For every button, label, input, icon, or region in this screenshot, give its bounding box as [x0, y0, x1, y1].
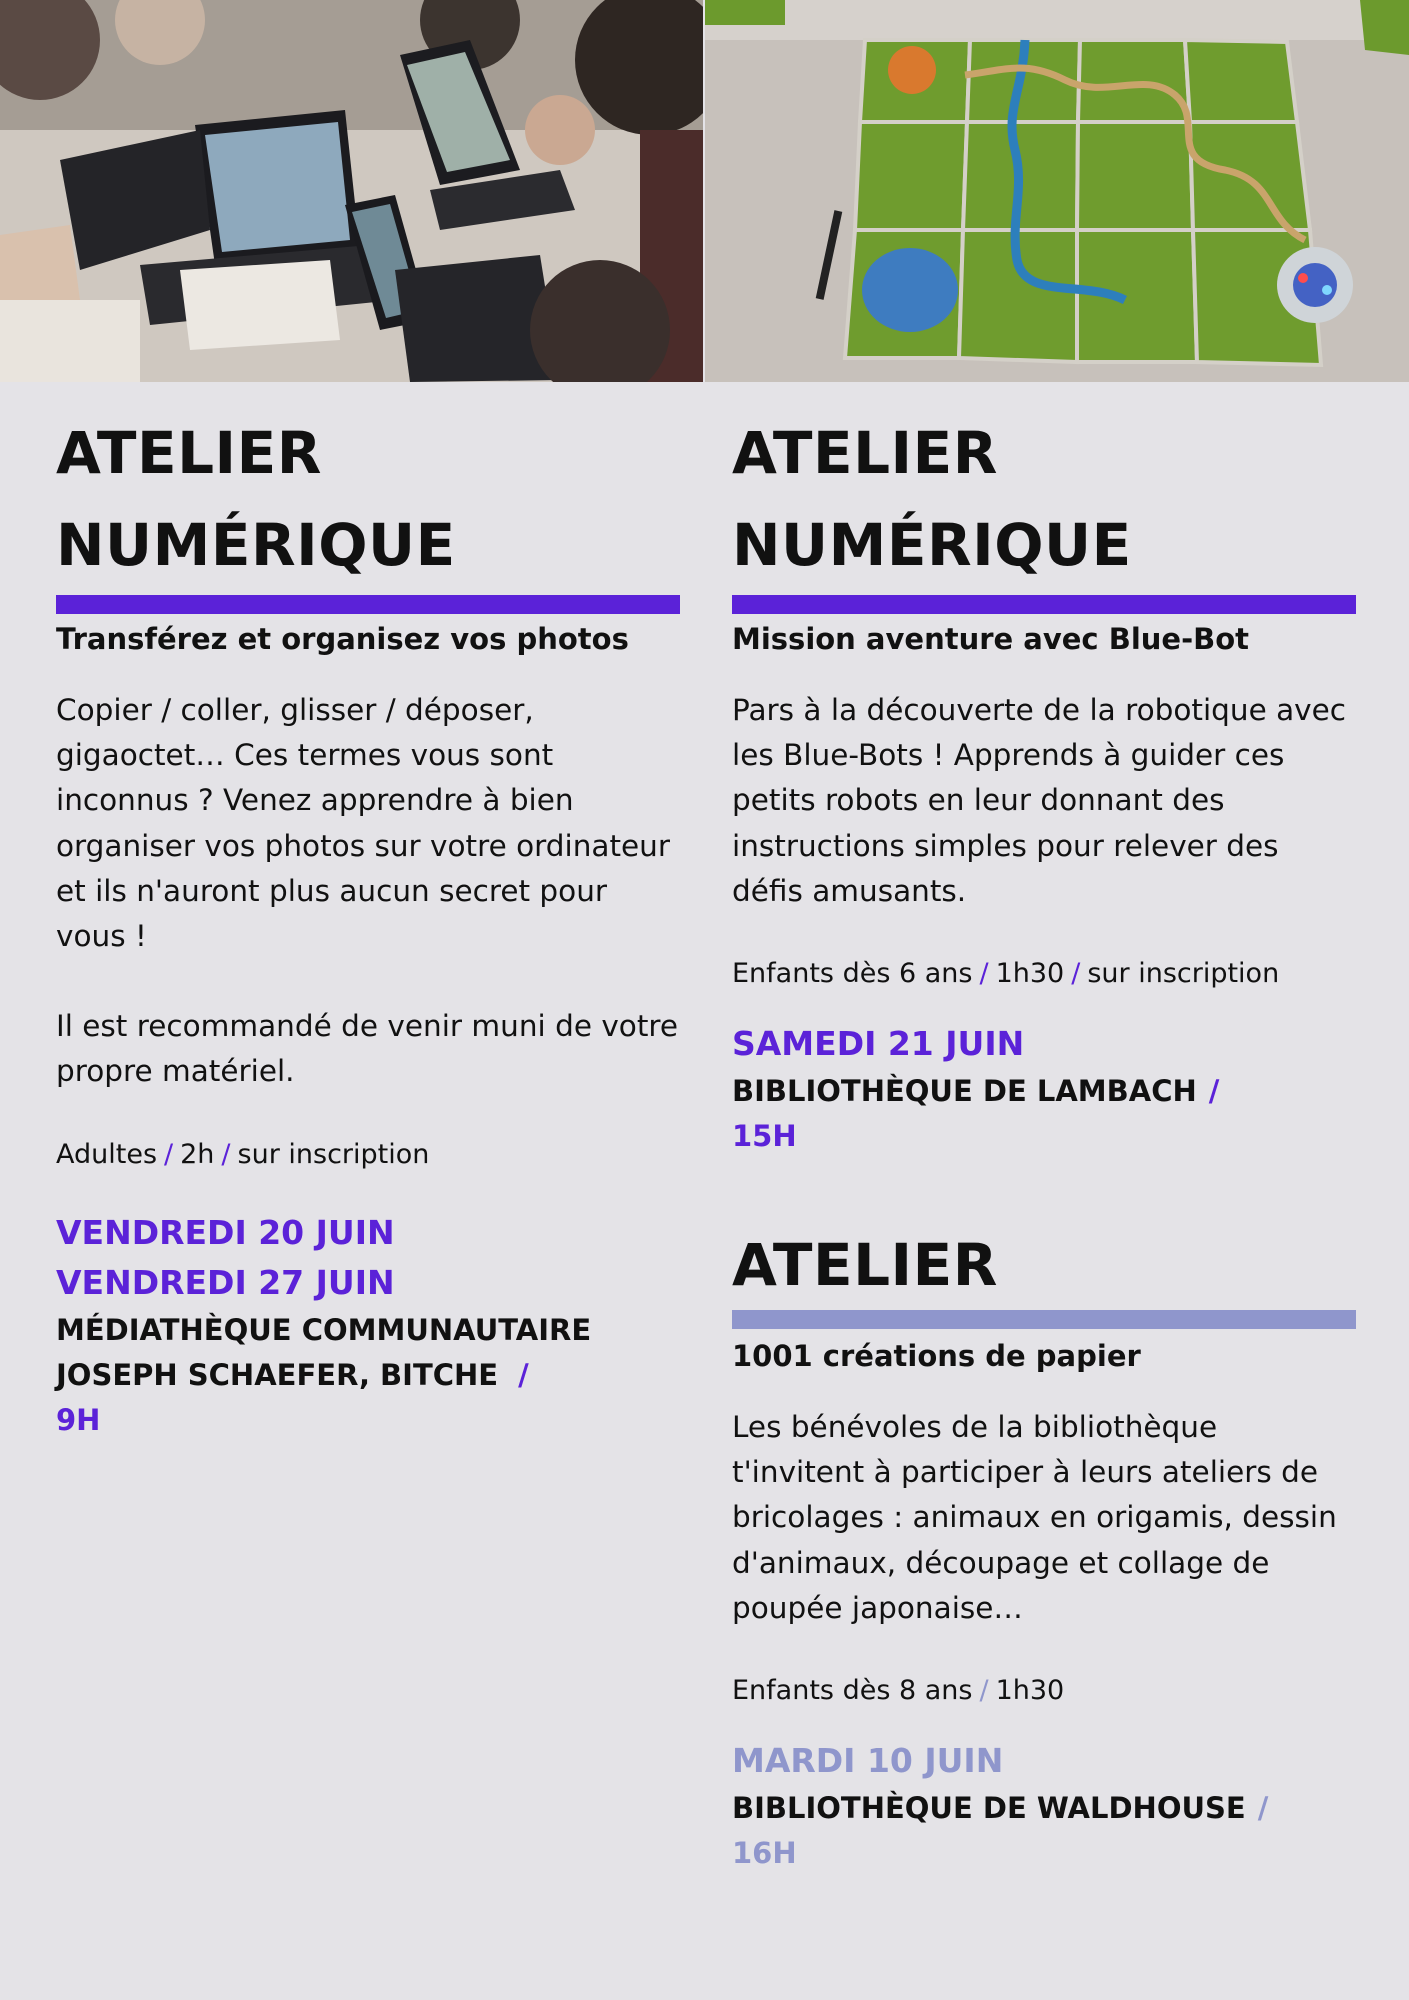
time: 9H [56, 1402, 101, 1437]
date-1: VENDREDI 20 JUIN [56, 1212, 395, 1252]
blue-bot-photo-illustration [705, 0, 1409, 382]
separator-slash: / [979, 958, 989, 990]
photo-people-laptops [0, 0, 703, 382]
workshop-meta [732, 1675, 1356, 1706]
workshop-subtitle: Transférez et organisez vos photos [56, 622, 629, 656]
audience: Enfants dès 6 ans [732, 958, 973, 990]
workshop-title: ATELIER NUMÉRIQUE [56, 419, 456, 579]
date: SAMEDI 21 JUIN [732, 1024, 1025, 1064]
workshop-subtitle: 1001 créations de papier [732, 1339, 1141, 1374]
separator-slash: / [979, 1675, 989, 1707]
workshop-description: Copier / coller, glisser / déposer, gigaoctet… Ces termes vous sont inconnus ? Venez apprendre à bien organiser vos photos sur votre ordinateur et ils n'auront plus aucun secret pour vous ! [56, 693, 671, 954]
duration: 1h30 [995, 958, 1065, 990]
venue-name: BIBLIOTHÈQUE DE WALDHOUSE [732, 1791, 1246, 1826]
separator-slash: / [164, 1138, 174, 1170]
workshop-schedule [732, 1019, 1356, 1158]
workshop-bluebot [732, 407, 1356, 1158]
time: 15H [732, 1119, 797, 1154]
separator-slash: / [518, 1357, 529, 1392]
title-underline-bar [732, 1310, 1356, 1329]
workshop-right-column [732, 382, 1356, 1875]
date-2: VENDREDI 27 JUIN [56, 1262, 395, 1302]
registration: sur inscription [1087, 958, 1280, 990]
time: 16H [732, 1836, 797, 1871]
workshop-description: Les bénévoles de la bibliothèque t'invitent à participer à leurs ateliers de bricolages : animaux en origamis, dessin d'animaux, découpage et collage de poupée japonaise… [732, 1410, 1337, 1625]
separator-slash: / [1208, 1074, 1220, 1109]
venue [732, 1069, 1356, 1114]
workshop-meta [56, 1139, 680, 1170]
duration: 2h [180, 1138, 215, 1170]
venue [56, 1308, 616, 1398]
workshop-schedule [732, 1736, 1356, 1875]
workshop-photos-column [56, 382, 680, 1442]
separator-slash: / [1257, 1791, 1269, 1826]
photo-blue-bot-mat [705, 0, 1409, 382]
venue-name: BIBLIOTHÈQUE DE LAMBACH [732, 1074, 1197, 1109]
laptops-photo-illustration [0, 0, 703, 382]
title-underline-bar [732, 595, 1356, 614]
workshop-note: Il est recommandé de venir muni de votre propre matériel. [56, 1009, 679, 1089]
venue [732, 1786, 1356, 1831]
title-underline-bar [56, 595, 680, 614]
audience: Adultes [56, 1138, 158, 1170]
workshop-title: ATELIER [732, 1231, 998, 1300]
workshop-paper [732, 1226, 1356, 1875]
venue-name: MÉDIATHÈQUE COMMUNAUTAIRE JOSEPH SCHAEFER, BITCHE [56, 1312, 592, 1392]
workshop-title: ATELIER NUMÉRIQUE [732, 419, 1132, 579]
audience: Enfants dès 8 ans [732, 1675, 973, 1707]
workshop-meta [732, 958, 1356, 989]
workshop-subtitle: Mission aventure avec Blue-Bot [732, 622, 1250, 656]
date: MARDI 10 JUIN [732, 1741, 1004, 1781]
separator-slash: / [221, 1138, 231, 1170]
separator-slash: / [1071, 958, 1081, 990]
registration: sur inscription [237, 1138, 430, 1170]
workshop-schedule [56, 1208, 680, 1442]
duration: 1h30 [995, 1675, 1065, 1707]
workshop-description: Pars à la découverte de la robotique avec les Blue-Bots ! Apprends à guider ces petits robots en leur donnant des instructions simples pour relever des défis amusants. [732, 693, 1347, 908]
